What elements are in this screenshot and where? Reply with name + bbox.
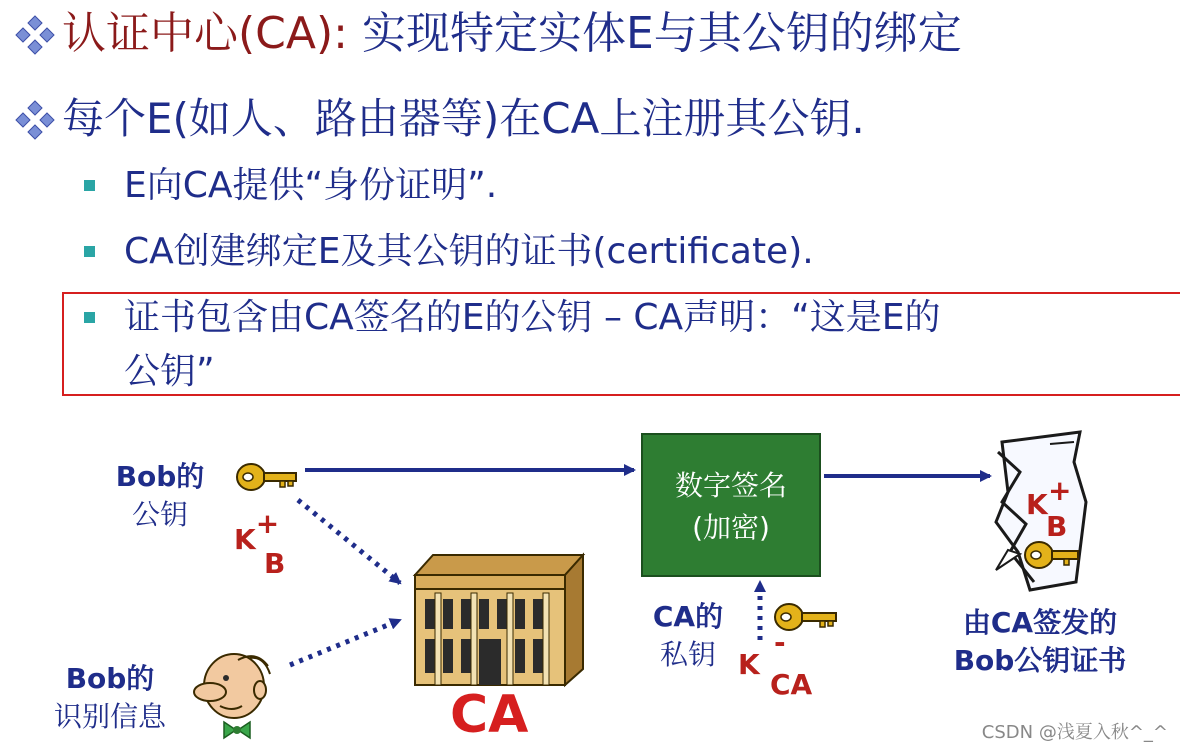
key-icon bbox=[237, 464, 296, 490]
bullet-register: 每个E(如人、路由器等)在CA上注册其公钥. bbox=[62, 94, 865, 143]
kb-plus-symbol bbox=[234, 507, 286, 580]
sub-bullet-signed-key-line1: 证书包含由CA签名的E的公钥 – CA声明：“这是E的 bbox=[124, 297, 941, 338]
cert-k-sub: B bbox=[1046, 510, 1068, 543]
bob-id-label bbox=[30, 660, 190, 736]
kb-plus-k: K bbox=[234, 523, 256, 556]
title-description: 实现特定实体E与其公钥的绑定 bbox=[347, 8, 962, 59]
certificate-kb-symbol bbox=[1026, 474, 1072, 543]
kca-sub: CA bbox=[770, 668, 813, 701]
sub-bullet-signed-key-line2: 公钥” bbox=[124, 351, 215, 392]
certificate-label-line1: 由CA签发的 bbox=[962, 606, 1118, 639]
signature-box-line1: 数字签名 bbox=[674, 469, 787, 502]
building-icon bbox=[415, 555, 583, 685]
title-ca-term: 认证中心(CA): bbox=[62, 8, 348, 59]
cert-k: K bbox=[1026, 488, 1048, 521]
certificate-label-line2: Bob公钥证书 bbox=[953, 644, 1127, 677]
bob-public-key-label-line1: Bob的 bbox=[115, 460, 205, 493]
dotted-arrow-key-to-ca bbox=[298, 500, 400, 583]
bob-public-key-label-line2: 公钥 bbox=[131, 498, 188, 531]
cert-k-sup: + bbox=[1048, 474, 1072, 507]
person-icon bbox=[194, 654, 270, 738]
kca-minus-symbol bbox=[738, 626, 813, 701]
sub-bullet-certificate: CA创建绑定E及其公钥的证书(certificate). bbox=[124, 231, 814, 272]
signature-box-line2: (加密) bbox=[692, 511, 770, 544]
ca-private-key-label-line1: CA的 bbox=[652, 600, 724, 633]
kca-sup: - bbox=[774, 626, 786, 659]
ca-private-key-label-line2: 私钥 bbox=[659, 638, 716, 671]
kb-plus-sub: B bbox=[264, 547, 286, 580]
bob-public-key-label bbox=[100, 458, 220, 534]
kca-k: K bbox=[738, 648, 760, 681]
digital-signature-box bbox=[641, 433, 821, 577]
sub-bullet-identity: E向CA提供“身份证明”. bbox=[124, 165, 498, 206]
ca-building-label: CA bbox=[450, 685, 529, 745]
certificate-label bbox=[930, 604, 1150, 680]
dotted-arrow-id-to-ca bbox=[290, 620, 400, 665]
ca-private-key-label bbox=[628, 598, 748, 674]
watermark: CSDN @浅夏入秋^_^ bbox=[981, 722, 1168, 743]
kb-plus-sup: + bbox=[255, 507, 280, 540]
bob-id-label-line2: 识别信息 bbox=[53, 700, 166, 733]
bob-id-label-line1: Bob的 bbox=[65, 662, 155, 695]
